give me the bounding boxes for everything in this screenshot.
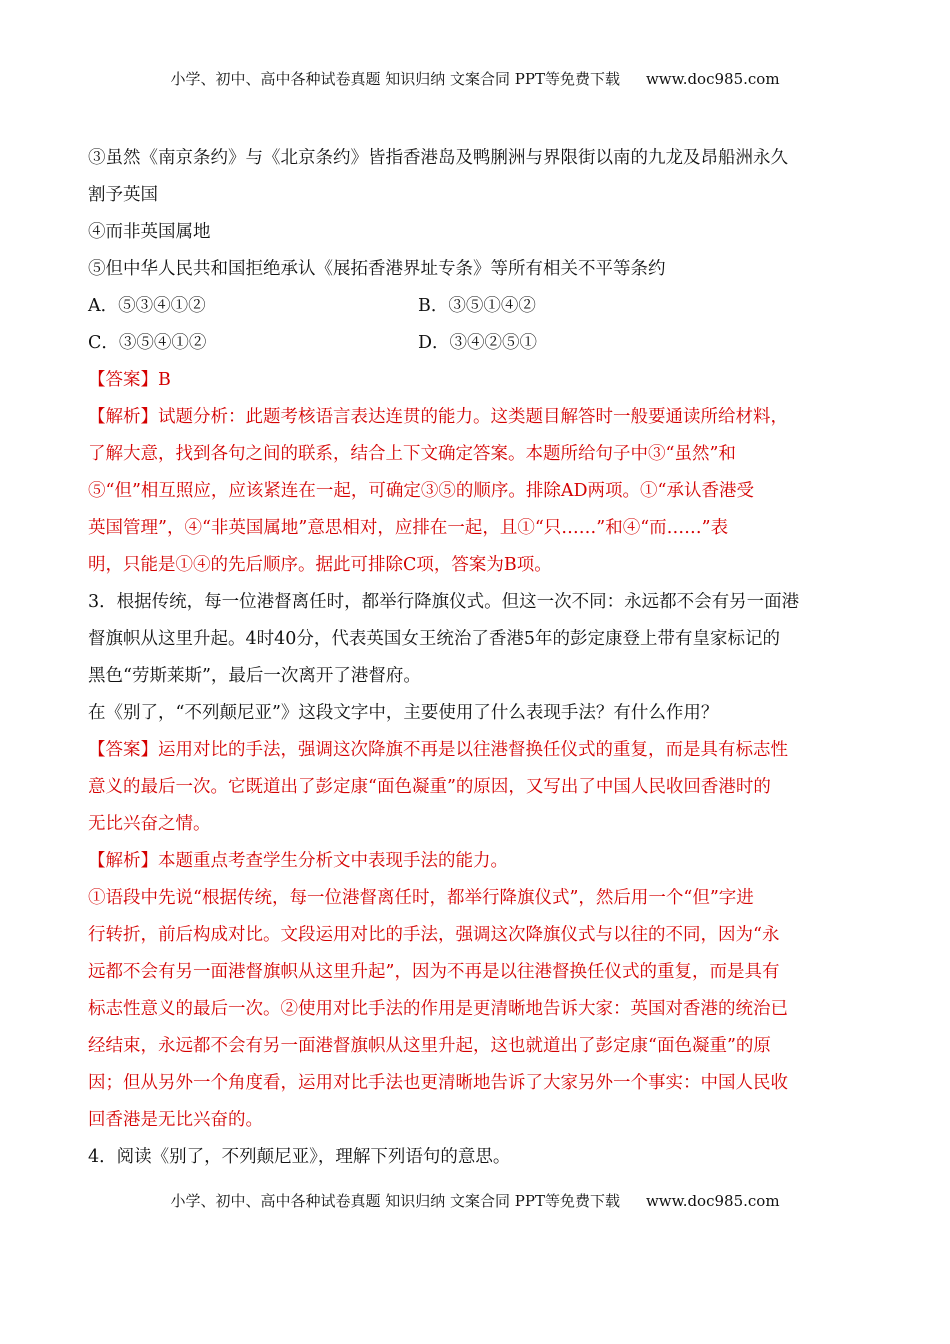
q2-answer: 【答案】B bbox=[88, 370, 171, 390]
q3-analysis-line-7: 因；但从另外一个角度看，运用对比手法也更清晰地告诉了大家另外一个事实：中国人民收 bbox=[88, 1073, 788, 1093]
option-a: A．⑤③④①② bbox=[88, 296, 206, 316]
q2-analysis-line-2: 了解大意，找到各句之间的联系，结合上下文确定答案。本题所给句子中③“虽然”和 bbox=[88, 444, 736, 464]
page-header bbox=[0, 68, 950, 89]
page-footer bbox=[0, 1190, 950, 1211]
footer-text: 小学、初中、高中各种试卷真题 知识归纳 文案合同 PPT等免费下载 bbox=[170, 1192, 620, 1210]
q3-analysis-line-5: 标志性意义的最后一次。②使用对比手法的作用是更清晰地告诉大家：英国对香港的统治已 bbox=[88, 999, 788, 1019]
q2-line-1: ③虽然《南京条约》与《北京条约》皆指香港岛及鸭脷洲与界限街以南的九龙及昂船洲永久 bbox=[88, 148, 788, 168]
q3-question: 在《别了，“不列颠尼亚”》这段文字中，主要使用了什么表现手法？有什么作用？ bbox=[88, 703, 719, 723]
q2-analysis-line-5: 明，只能是①④的先后顺序。据此可排除C项，答案为B项。 bbox=[88, 555, 552, 575]
q3-answer-line-3: 无比兴奋之情。 bbox=[88, 814, 211, 834]
q3-analysis-line-2: ①语段中先说“根据传统，每一位港督离任时，都举行降旗仪式”，然后用一个“但”字进 bbox=[88, 888, 754, 908]
q3-answer-line-2: 意义的最后一次。它既道出了彭定康“面色凝重”的原因，又写出了中国人民收回香港时的 bbox=[88, 777, 771, 797]
header-text: 小学、初中、高中各种试卷真题 知识归纳 文案合同 PPT等免费下载 bbox=[170, 70, 620, 88]
options-row-1 bbox=[88, 288, 860, 325]
options-row-2 bbox=[88, 325, 860, 362]
option-c: C．③⑤④①② bbox=[88, 333, 207, 353]
q3-analysis-line-8: 回香港是无比兴奋的。 bbox=[88, 1110, 263, 1130]
footer-url[interactable]: www.doc985.com bbox=[645, 1192, 780, 1210]
option-d: D．③④②⑤① bbox=[418, 333, 538, 353]
option-b: B．③⑤①④② bbox=[418, 296, 536, 316]
q3-analysis-line-6: 经结束，永远都不会有另一面港督旗帜从这里升起，这也就道出了彭定康“面色凝重”的原 bbox=[88, 1036, 771, 1056]
q3-analysis-line-1: 【解析】本题重点考查学生分析文中表现手法的能力。 bbox=[88, 851, 508, 871]
document-body bbox=[88, 140, 860, 1176]
q3-analysis-line-3: 行转折，前后构成对比。文段运用对比的手法，强调这次降旗仪式与以往的不同，因为“永 bbox=[88, 925, 780, 945]
q2-line-4: ⑤但中华人民共和国拒绝承认《展拓香港界址专条》等所有相关不平等条约 bbox=[88, 259, 666, 279]
q4-line: 4．阅读《别了，不列颠尼亚》，理解下列语句的意思。 bbox=[88, 1147, 511, 1167]
q2-analysis-line-4: 英国管理”，④“非英国属地”意思相对，应排在一起，且①“只……”和④“而……”表 bbox=[88, 518, 729, 538]
q3-answer-line-1: 【答案】运用对比的手法，强调这次降旗不再是以往港督换任仪式的重复，而是具有标志性 bbox=[88, 740, 788, 760]
q2-analysis-line-1: 【解析】试题分析：此题考核语言表达连贯的能力。这类题目解答时一般要通读所给材料， bbox=[88, 407, 788, 427]
q3-line-1: 3．根据传统，每一位港督离任时，都举行降旗仪式。但这一次不同：永远都不会有另一面港 bbox=[88, 592, 800, 612]
q2-analysis-line-3: ⑤“但”相互照应，应该紧连在一起，可确定③⑤的顺序。排除AD两项。①“承认香港受 bbox=[88, 481, 755, 501]
q2-line-3: ④而非英国属地 bbox=[88, 222, 211, 242]
q3-analysis-line-4: 远都不会有另一面港督旗帜从这里升起”，因为不再是以往港督换任仪式的重复，而是具有 bbox=[88, 962, 780, 982]
header-url[interactable]: www.doc985.com bbox=[645, 70, 780, 88]
q3-line-3: 黑色“劳斯莱斯”，最后一次离开了港督府。 bbox=[88, 666, 421, 686]
q2-line-2: 割予英国 bbox=[88, 185, 158, 205]
q3-line-2: 督旗帜从这里升起。4时40分，代表英国女王统治了香港5年的彭定康登上带有皇家标记的 bbox=[88, 629, 781, 649]
